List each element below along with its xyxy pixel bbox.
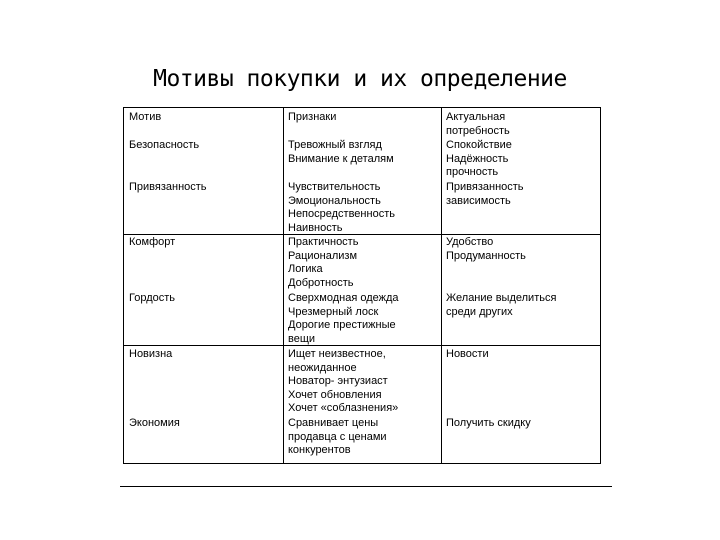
motive-cell: Комфорт xyxy=(129,236,176,248)
need-cell: Привязанность зависимость xyxy=(446,181,524,207)
signs-cell: Тревожный взгляд Внимание к деталям xyxy=(288,139,394,165)
signs-cell: Сравнивает цены продавца с ценами конкурентов xyxy=(288,417,387,457)
page-title: Мотивы покупки и их определение xyxy=(153,66,567,92)
header-signs: Признаки xyxy=(288,111,337,123)
motive-cell: Безопасность xyxy=(129,139,200,151)
column-divider xyxy=(441,108,442,463)
need-cell: Спокойствие Надёжность прочность xyxy=(446,139,512,179)
need-cell: Получить скидку xyxy=(446,417,531,429)
motive-cell: Гордость xyxy=(129,292,176,304)
header-motive: Мотив xyxy=(129,111,162,123)
footer-divider xyxy=(120,486,612,487)
header-need: Актуальная потребность xyxy=(446,111,510,137)
need-cell: Удобство Продуманность xyxy=(446,236,526,262)
column-divider xyxy=(283,108,284,463)
signs-cell: Чувствительность Эмоциональность Непосредственность Наивность xyxy=(288,181,395,234)
signs-cell: Сверхмодная одежда Чрезмерный лоск Дорогие престижные вещи xyxy=(288,292,399,345)
motive-cell: Привязанность xyxy=(129,181,207,193)
motive-cell: Экономия xyxy=(129,417,180,429)
signs-cell: Ищет неизвестное, неожиданное Новатор- энтузиаст Хочет обновления Хочет «соблазнения» xyxy=(288,348,399,415)
signs-cell: Практичность Рационализм Логика Добротность xyxy=(288,236,359,289)
motive-cell: Новизна xyxy=(129,348,173,360)
need-cell: Желание выделиться среди других xyxy=(446,292,557,318)
need-cell: Новости xyxy=(446,348,489,360)
motives-table xyxy=(123,107,601,464)
